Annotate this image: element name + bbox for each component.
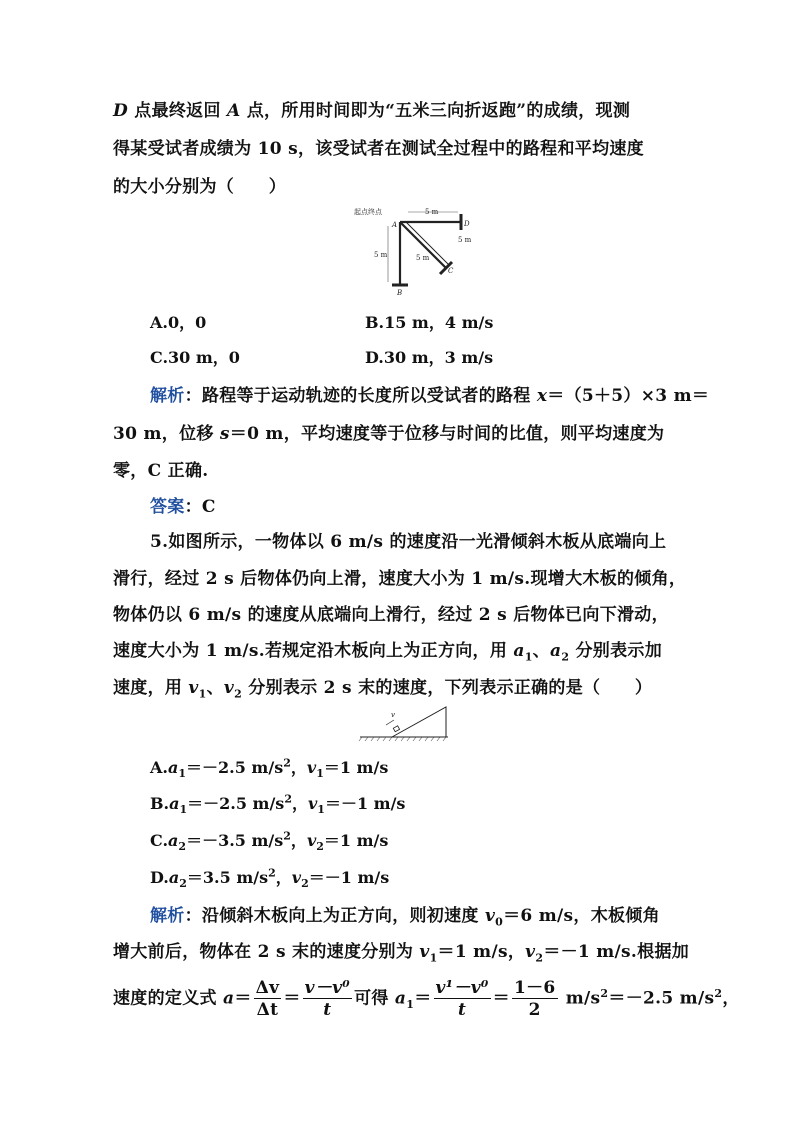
solution-label: 解析 bbox=[150, 386, 185, 406]
var-v: v bbox=[188, 678, 199, 698]
opt-prefix: C. bbox=[150, 831, 169, 850]
shuttle-run-diagram bbox=[350, 202, 490, 298]
q4-answer bbox=[150, 492, 216, 517]
text-seg: 可得 bbox=[354, 988, 395, 1009]
solution-label: 解析 bbox=[150, 906, 185, 926]
opt-prefix: D. bbox=[150, 868, 169, 887]
q4-option-b[interactable]: B.15 m，4 m/s bbox=[365, 313, 494, 332]
q5-text-line1: 5.如图所示，一物体以 6 m/s 的速度沿一光滑倾斜木板从底端向上 bbox=[150, 532, 667, 552]
right-length: 5 m bbox=[458, 236, 472, 244]
q4-text-line2: 得某受试者成绩为 10 s，该受试者在测试全过程中的路程和平均速度 bbox=[113, 139, 644, 159]
q5-option-d[interactable] bbox=[150, 865, 389, 890]
text-seg: ＝－1 m/s bbox=[308, 868, 390, 887]
text-seg: ＝（5＋5）×3 m＝ bbox=[547, 386, 710, 406]
start-end-label: 起点终点 bbox=[354, 208, 382, 216]
q5-text-line3: 物体仍以 6 m/s 的速度从底端向上滑行，经过 2 s 后物体已向下滑动， bbox=[113, 605, 669, 625]
var-v: v bbox=[484, 906, 496, 926]
q5-text-line4 bbox=[113, 636, 662, 663]
text-seg: 增大前后，物体在 2 s 末的速度分别为 bbox=[113, 942, 420, 962]
text-seg: ＝1 m/s， bbox=[437, 942, 526, 962]
sub: 1 bbox=[406, 998, 415, 1012]
text-seg: ＝ bbox=[234, 988, 252, 1009]
var-x: x bbox=[536, 386, 548, 406]
text-seg: ＝0 m，平均速度等于位移与时间的比值，则平均速度为 bbox=[229, 424, 665, 444]
var-v: v bbox=[223, 678, 235, 698]
sub: 2 bbox=[179, 877, 187, 891]
var-s: s bbox=[219, 424, 230, 444]
frac-den: Δt bbox=[256, 999, 279, 1020]
text-seg: ＝ bbox=[492, 988, 510, 1009]
q5-option-c[interactable] bbox=[150, 828, 388, 853]
text-seg: 点最终返回 bbox=[128, 101, 227, 121]
var-v: v bbox=[419, 942, 430, 962]
label-a: A bbox=[392, 221, 398, 229]
text-seg: ＝－2.5 m/s bbox=[608, 988, 715, 1009]
diag-length: 5 m bbox=[416, 254, 430, 262]
top-length: 5 m bbox=[425, 208, 439, 216]
frac-num: Δv bbox=[255, 977, 280, 998]
sup: 2 bbox=[284, 792, 292, 806]
fraction-v-v0-t bbox=[303, 978, 352, 1021]
q5-solution-line2 bbox=[113, 937, 689, 964]
text-seg: 分别表示 2 s 末的速度，下列表示正确的是（ ） bbox=[242, 678, 653, 698]
frac-den: 2 bbox=[528, 999, 541, 1020]
text-seg: ＝6 m/s，木板倾角 bbox=[503, 906, 660, 926]
fraction-numeric bbox=[512, 978, 558, 1021]
q5-option-b[interactable] bbox=[150, 791, 405, 816]
frac-num: 1－6 bbox=[513, 977, 556, 998]
q5-solution-line1 bbox=[150, 901, 660, 928]
sub: 1 bbox=[179, 803, 188, 817]
sup: 2 bbox=[714, 987, 723, 1000]
text-seg: ＝1 m/s bbox=[323, 758, 389, 777]
label-d: D bbox=[464, 220, 470, 228]
text-seg: ， bbox=[722, 988, 740, 1009]
sub: 2 bbox=[561, 650, 570, 664]
opt-prefix: B. bbox=[150, 794, 170, 813]
text-seg: 分别表示加 bbox=[569, 641, 662, 661]
text-seg: ＝－1 m/s.根据加 bbox=[543, 942, 690, 962]
point-a: A bbox=[226, 101, 241, 121]
point-d: D bbox=[113, 101, 129, 121]
text-seg: 速度，用 bbox=[113, 678, 189, 698]
sub: 2 bbox=[178, 840, 187, 854]
q4-text-line1 bbox=[113, 96, 630, 121]
text-seg: 、 bbox=[532, 641, 550, 661]
sub: 0 bbox=[495, 915, 504, 929]
text-seg: ＝－3.5 m/s bbox=[186, 831, 284, 850]
sub: 1 bbox=[317, 803, 325, 817]
var-a: a bbox=[167, 758, 179, 777]
var-a: a bbox=[223, 988, 235, 1009]
text-seg: ＝－2.5 m/s bbox=[186, 758, 284, 777]
q4-solution-line3: 零，C 正确. bbox=[113, 461, 209, 481]
sub: 2 bbox=[301, 877, 309, 891]
answer-label: 答案 bbox=[150, 497, 185, 517]
incline-diagram bbox=[358, 703, 450, 745]
var-a: a bbox=[168, 831, 179, 850]
var-v: v bbox=[525, 942, 536, 962]
q5-text-line5 bbox=[113, 673, 652, 700]
q5-solution-line3 bbox=[113, 972, 740, 1027]
var-a: a bbox=[394, 988, 407, 1009]
frac-den: t bbox=[458, 999, 467, 1020]
text-seg: ：路程等于运动轨迹的长度所以受试者的路程 bbox=[184, 386, 537, 406]
frac-num: v－v⁰ bbox=[304, 977, 351, 998]
text-seg: 30 m，位移 bbox=[113, 424, 220, 444]
fraction-v1-v0-t bbox=[434, 978, 491, 1021]
frac-num: v¹－v⁰ bbox=[435, 977, 489, 998]
q4-option-a[interactable]: A.0，0 bbox=[150, 313, 207, 332]
text-seg: ＝－1 m/s bbox=[324, 794, 406, 813]
text-seg: ：沿倾斜木板向上为正方向，则初速度 bbox=[184, 906, 485, 926]
q4-option-c[interactable]: C.30 m，0 bbox=[150, 348, 240, 367]
sub: 2 bbox=[535, 951, 544, 965]
var-v: v bbox=[308, 794, 318, 813]
sub: 1 bbox=[316, 767, 324, 781]
var-v: v bbox=[306, 831, 317, 850]
var-a: a bbox=[169, 794, 180, 813]
sub: 1 bbox=[178, 767, 187, 781]
opt-prefix: A. bbox=[150, 758, 168, 777]
label-c: C bbox=[448, 267, 454, 275]
text-seg: 速度大小为 1 m/s.若规定沿木板向上为正方向，用 bbox=[113, 641, 514, 661]
text-seg: ， bbox=[275, 868, 292, 887]
q4-solution-line2 bbox=[113, 419, 664, 444]
velocity-label: v bbox=[391, 711, 395, 719]
q4-solution-line1 bbox=[150, 381, 709, 406]
sup: 2 bbox=[283, 829, 291, 843]
left-length: 5 m bbox=[374, 251, 388, 259]
text-seg: ＝3.5 m/s bbox=[186, 868, 269, 887]
q4-option-d[interactable]: D.30 m，3 m/s bbox=[365, 348, 494, 367]
text-seg: ＝－2.5 m/s bbox=[187, 794, 285, 813]
text-seg: 点，所用时间即为“五米三向折返跑”的成绩，现测 bbox=[240, 101, 631, 121]
text-seg: ＝ bbox=[283, 988, 301, 1009]
sub: 2 bbox=[234, 687, 243, 701]
text-seg: ＝1 m/s bbox=[323, 831, 389, 850]
text-seg: m/s bbox=[559, 988, 601, 1009]
sup: 2 bbox=[283, 756, 291, 770]
var-a: a bbox=[549, 641, 562, 661]
var-v: v bbox=[306, 758, 317, 777]
q5-text-line2: 滑行，经过 2 s 后物体仍向上滑，速度大小为 1 m/s.现增大木板的倾角， bbox=[113, 569, 687, 589]
answer-value: ：C bbox=[184, 497, 216, 517]
sub: 2 bbox=[316, 840, 324, 854]
var-a: a bbox=[513, 641, 525, 661]
sup: 2 bbox=[268, 866, 276, 880]
text-seg: ， bbox=[291, 794, 308, 813]
sup: 2 bbox=[600, 987, 609, 1000]
sub: 1 bbox=[524, 650, 533, 664]
text-seg: 、 bbox=[206, 678, 224, 698]
frac-den: t bbox=[323, 999, 332, 1020]
text-seg: ＝ bbox=[414, 988, 432, 1009]
text-seg: 速度的定义式 bbox=[113, 988, 224, 1009]
label-b: B bbox=[397, 289, 403, 297]
q4-text-line3: 的大小分别为（ ） bbox=[113, 177, 286, 197]
text-seg: ， bbox=[290, 758, 307, 777]
text-seg: ， bbox=[290, 831, 307, 850]
var-v: v bbox=[291, 868, 302, 887]
sub: 1 bbox=[198, 687, 207, 701]
sub: 1 bbox=[429, 951, 438, 965]
var-a: a bbox=[168, 868, 180, 887]
q5-option-a[interactable] bbox=[150, 755, 388, 780]
fraction-dv-dt bbox=[254, 978, 282, 1021]
